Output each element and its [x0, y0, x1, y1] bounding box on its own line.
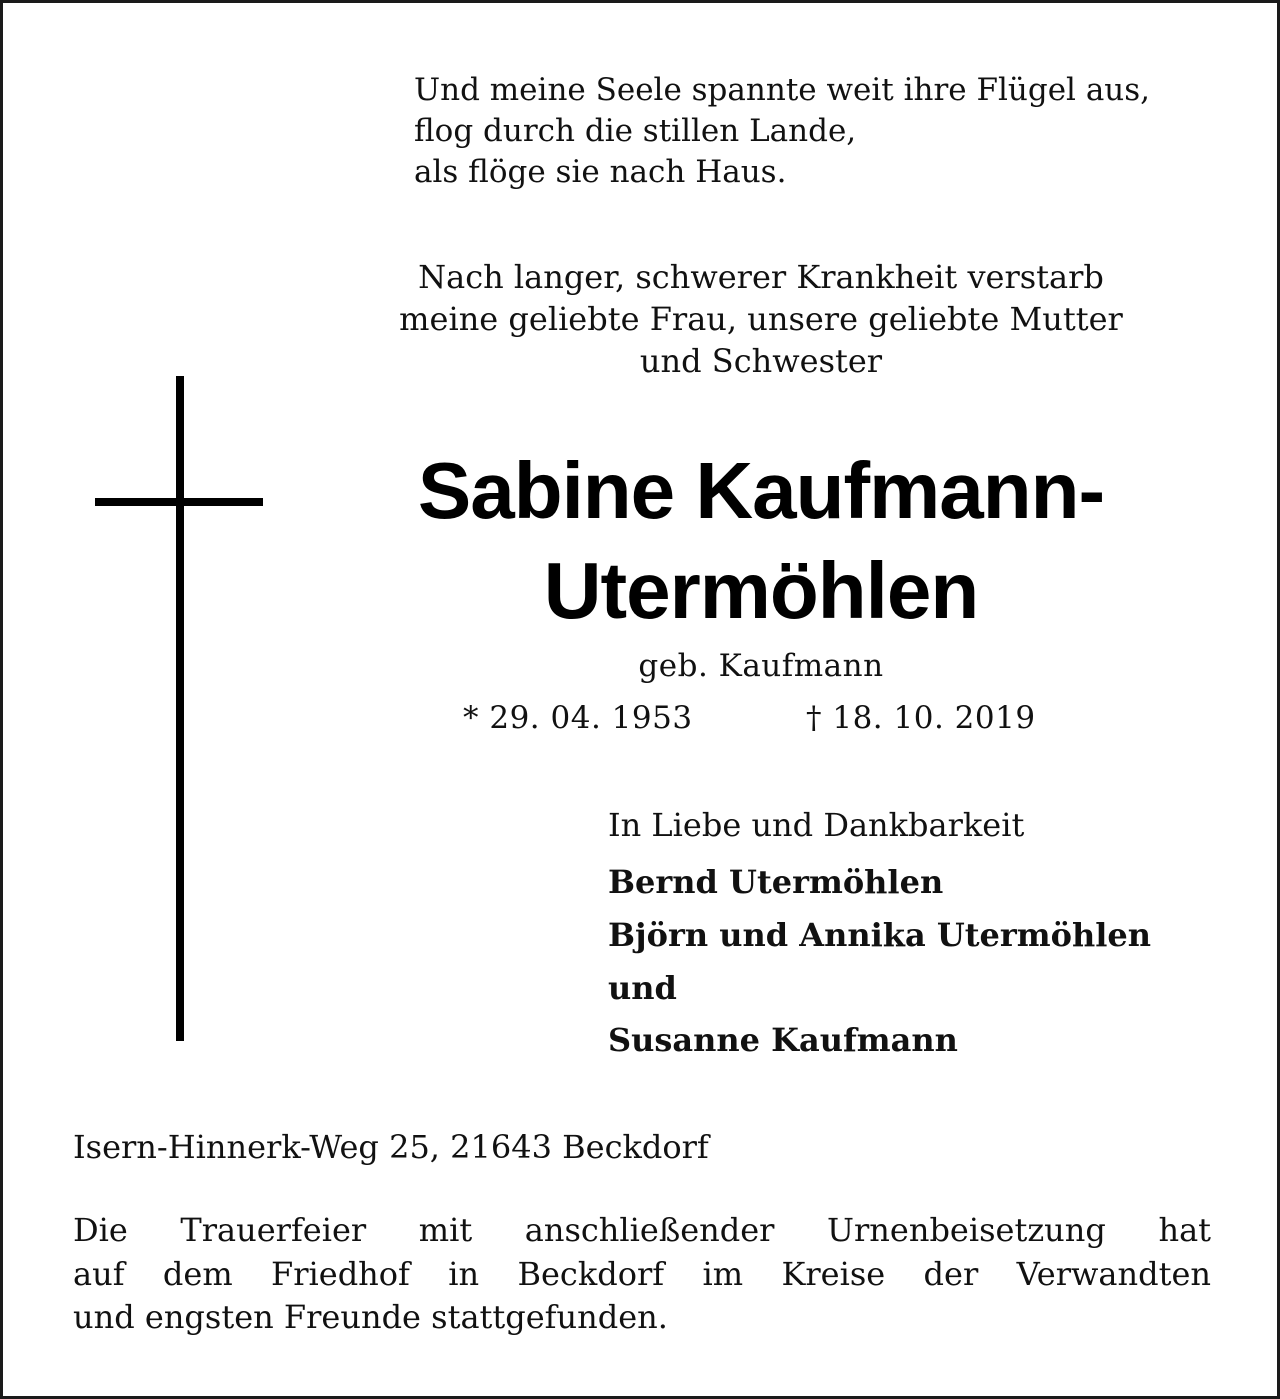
mourner-name: Björn und Annika Utermöhlen [608, 916, 1151, 954]
cross-vertical-bar [176, 376, 184, 1041]
poem-line-1: Und meine Seele spannte weit ihre Flügel aus, [414, 72, 1151, 108]
poem-line-3: als flöge sie nach Haus. [414, 154, 787, 190]
poem-line-2: flog durch die stillen Lande, [414, 113, 857, 149]
mourner-name: Susanne Kaufmann [608, 1021, 958, 1059]
mourner-connector: und [608, 969, 677, 1007]
closing-line-1: Die Trauerfeier mit anschließender Urnenbeisetzung hat [73, 1211, 1211, 1249]
mourners-intro: In Liebe und Dankbarkeit [608, 806, 1025, 844]
intro-line-2: meine geliebte Frau, unsere geliebte Mutter [399, 300, 1123, 338]
closing-line-3: und engsten Freunde stattgefunden. [73, 1298, 668, 1336]
intro-line-3: und Schwester [639, 342, 883, 380]
maiden-name: geb. Kaufmann [638, 648, 884, 684]
mourner-name: Bernd Utermöhlen [608, 863, 944, 901]
address: Isern-Hinnerk-Weg 25, 21643 Beckdorf [73, 1128, 709, 1166]
birth-date: * 29. 04. 1953 [463, 700, 693, 736]
closing-line-2: auf dem Friedhof in Beckdorf im Kreise der Verwandten [73, 1255, 1211, 1293]
intro-line-1: Nach langer, schwerer Krankheit verstarb [418, 258, 1104, 296]
cross-horizontal-bar [95, 498, 263, 506]
death-date: † 18. 10. 2019 [806, 700, 1036, 736]
deceased-name-line-2: Utermöhlen [543, 546, 979, 635]
deceased-name-line-1: Sabine Kaufmann- [417, 446, 1105, 535]
